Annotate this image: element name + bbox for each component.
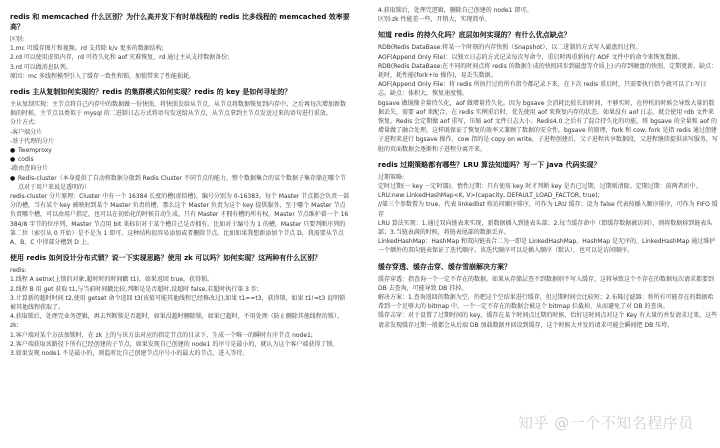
paragraph: //第三个参数置为 true，代表 linkedlist 按访问顺序排序，可作为 LRU 缓存；设为 false 代表按插入顺序排序，可作为 FIFO 缓存 — [378, 201, 718, 218]
paragraph: LinkedHashMap：HashMap 和双向链表合二为一即是 LinkedHashMap。HashMap 是无序的，LinkedHashMap 通过维护一个额外的双向链表保证了迭代顺序。该迭代顺序可以是插入顺序（默认），也可以是访问顺序。 — [378, 238, 716, 255]
paragraph: 分片方式: — [10, 119, 37, 127]
paragraph: 1.mc 可缓存图片和视频。rd 支持除 k/v 更多的数据结构; — [10, 45, 164, 53]
section-heading: 知道 redis 的持久化吗？底层如何实现的？有什么优点缺点？ — [378, 31, 571, 40]
paragraph: 3.计算新的超时时间 t2,使用 getset 命令返回 t3(该值可能其他线程已经修改过),如果 t1==t3，获得锁，如果 t1!=t3 说明锁被其他线程获取了。 — [10, 294, 346, 312]
bullet-item: ● codis — [10, 155, 350, 164]
right-column — [378, 6, 718, 448]
bullet-item: ● Twemproxy — [10, 146, 350, 155]
paragraph: redis-cluster 分片原理：Cluster 中有一个 16384 长度的槽(虚拟槽)，编号分别为 0-16383。每个 Master 节点都会负责一部分的槽，当有某个 key 被映射到某个 Master 负责的槽，那么这个 Master 负责为这个 key 提供服务，至于哪个 Master 节点负责哪个槽，可以由用户指定，也可以在初始化的时候自动生成，只有 Master 才拥有槽的所有权。Master 节点维护着一个 16384/8 字节的位序列，Master 节点用 bit 来标识对于某个槽自己是否拥有。比如对于编号为 1 的槽，Master 只要判断序列的第二位（索引从 0 开始）是不是为 1 即可。这种结构很容易添加或者删除节点。比如如果我想新添加个节点 D，我需要从节点 A、B、C 中得部分槽到 D 上。 — [10, 193, 350, 247]
paragraph: 3.rd 可以做消息队列。 — [10, 63, 72, 71]
paragraph: AOF(Append Only File：将 redis 所执行过的所有指令都记录下来，在下次 redis 重启时，只需要执行指令就可以了):写日志。缺点：体积大，恢复速度慢。 — [378, 81, 707, 98]
section-heading: 使用 redis 如何设计分布式锁？说一下实现思路？使用 zk 可以吗？如何实现？这两种有什么区别？ — [10, 254, 322, 263]
paragraph: 4.获取锁后，处理完逻辑，删除自己创建的 node1 即可。 — [378, 7, 533, 14]
paragraph: 解决方案：1.查询返回的数据为空，仍把这个空结果进行缓存，但过期时间会比较短；2.布隆过滤器：将所有可能存在的数据哈希到一个足够大的 bitmap 中，一个一定不存在的数据会被这个 bitmap 拦截掉，从而避免了对 DB 的查询。 — [378, 294, 714, 311]
paragraph: AOF(Append Only File)：以独立日志的方式记录每次写命令，重启时再重新执行 AOF 文件中的命令来恢复数据。 — [378, 53, 684, 61]
paragraph: 2.rd 可以使用虚拟内存，rd 可持久化和 aof 灾难恢复，rd 通过主从支持数据备份; — [10, 54, 230, 62]
paragraph: 1.线程 A setnx(上锁的对象,超时时的时间戳 t1)，如果返回 true，获得锁。 — [10, 276, 214, 284]
paragraph: RDB(Redis DataBase:在不同的时间点将 redis 的数据生成的快照同步到磁盘等介质上):内存到硬盘的快照，定期更新。缺点：耗时，耗性能(fork+io 操作)，易丢失数据。 — [378, 62, 718, 80]
paragraph: 主从复制实现：主节点将自己内存中的数据做一份快照，将快照发给从节点，从节点将数据恢复到内存中。之后再每次增加新数据的时候，主节点以类似于 mysql 的二进制日志方式将语句发送给从节点，从节点拿到主节点发送过来的语句进行重放。 — [10, 101, 347, 118]
watermark: 知乎 @一个不知名程序员 — [518, 414, 694, 432]
paragraph: -客户端分片 — [10, 128, 43, 136]
paragraph: 2.客户端获取该路径下所有已经创建的子节点，如果发现自己创建的 node1 的序号是最小的，就认为这个客户端获得了锁。 — [10, 340, 339, 348]
paragraph: 1.客户端对某个方法加锁时，在 zk 上的与该方法对应的指定节点的目录下，生成一个唯一的瞬时有序节点 node1; — [10, 331, 313, 339]
paragraph: 区别: — [10, 36, 25, 43]
section-heading: redis 过期策略都有哪些？LRU 算法知道吗？写一下 java 代码实现？ — [378, 160, 601, 169]
section-heading: redis 主从复制如何实现的？redis 的集群模式如何实现？redis 的 key 是如何寻址的？ — [10, 88, 292, 97]
paragraph: LRU 算法实现：1.通过双向链表来实现，新数据插入到链表头部；2.每当缓存命中（即缓存数据被访问），则将数据移到链表头部；3.当链表满的时候，将链表尾部的数据丢弃。 — [378, 219, 713, 237]
bullet-item: ● Redis-cluster（本身提供了自动将数据分散到 Redis Cluster 不同节点的能力，整个数据集合的某个数据子集存储在哪个节点对于用户来说是透明的） — [10, 174, 350, 192]
paragraph: 缓存穿透：指查询一个一定不存在的数据，如果从存储层查不到数据则不写入缓存，这将导致这个不存在的数据每次请求都要到 DB 去查询，可能导致 DB 挂掉。 — [378, 275, 715, 292]
paragraph: 3.如果发现 node1 不是最小的，则监听比自己创建节点序号小的最大的节点，进入等待。 — [10, 350, 249, 358]
paragraph: RDB(Redis DataBase:将某一个时刻的内存快照（Snapshot），以二进制的方式写入磁盘的过程。 — [378, 44, 642, 52]
paragraph: 2.线程 B 用 get 获取 t1,与当前时间戳比较,判断是是否超时,没超时 false,若超时执行第 3 步; — [10, 285, 259, 293]
paragraph: 原因：mc 多线程模型引入了缓存一致性和锁，加锁带来了性能损耗。 — [10, 72, 196, 80]
paragraph: 缓存击穿：对于设置了过期时间的 key，缓存在某个时间点过期的时候，恰好这时间点对这个 Key 有大量的并发请求过来，这些请求发现缓存过期一般都会从后端 DB 加载数据并回设到缓存，这个时候大并发的请求可能会瞬间把 DB 压垮。 — [378, 312, 718, 329]
paragraph: 定时过期(一 key 一定时器)，惰性过期：只有使用 key 时才判断 key 是否已过期，过期则清除。定期过期：前两者折中。 — [378, 183, 702, 191]
paragraph: redis: — [10, 267, 27, 275]
paragraph: bgsave 做镜像全量持久化，aof 做增量持久化。因为 bgsave 会消耗比较长的时间，不够实时，在停机的时候会导致大量的数据丢失，需要 aof 来配合，在 redis 实例重启时，优先使用 aof 来恢复内存的状态，如果没有 aof 日志，就会使用 rdb 文件来恢复。Redis 会定期做 aof 重写，压缩 aof 文件日志大小。Redis4.0 之后有了混合持久化的功能，将 bgsave 的全量和 aof 的增量做了融合处理，这样既保证了恢复的效率又兼顾了数据的安全性。bgsave 的原理，fork 和 cow, fork 是指 redis 通过创建子进程来进行 bgsave 操作，cow 指的是 copy on write，子进程创建后，父子进程共享数据段，父进程继续提供读写服务，写脏的页面数据会逐渐和子进程分离开来。 — [378, 99, 718, 153]
left-column — [10, 6, 350, 448]
paragraph: 过期策略: — [378, 173, 405, 181]
paragraph: LRU:new LinkedHashMap<K, V>(capacity, DEFAULT_LOAD_FACTOR, true); — [378, 192, 600, 200]
section-heading: redis 和 memcached 什么区别？为什么高并发下有时单线程的 redis 比多线程的 memcached 效率要高？ — [10, 13, 350, 31]
paragraph: zk: — [10, 322, 19, 330]
paragraph: 区别:zk 性能差一些，开销大，实现简单。 — [378, 16, 491, 24]
paragraph: -路由查询分片 — [10, 165, 49, 173]
paragraph: -基于代理的分片 — [10, 137, 55, 145]
paragraph: 4.获取锁后，处理完业务逻辑，再去判断锁是否超时，如果没超时删除锁，如果已超时，不用处理（防止删除其他线程的锁）。 — [10, 313, 343, 321]
section-heading: 缓存穿透、缓存击穿、缓存雪崩解决方案？ — [378, 262, 511, 271]
